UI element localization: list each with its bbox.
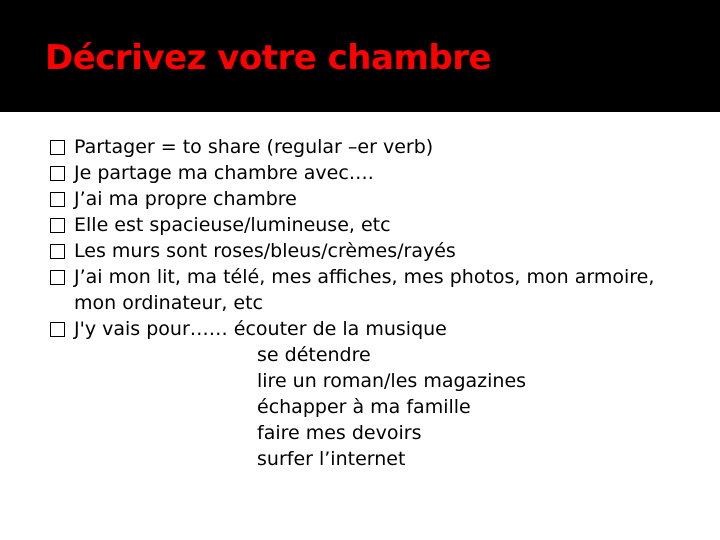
bullet-item (50, 238, 680, 264)
bullet-text: J’ai ma propre chambre (74, 188, 297, 210)
square-bullet-icon (50, 140, 65, 155)
bullet-text: Partager = to share (regular –er verb) (74, 136, 434, 158)
bullet-text: J’ai mon lit, ma télé, mes affiches, mes photos, mon armoire, mon ordinateur, etc (74, 266, 655, 314)
bullet-item (50, 134, 680, 160)
bullet-text: Je partage ma chambre avec…. (74, 162, 374, 184)
square-bullet-icon (50, 244, 65, 259)
slide-title: Décrivez votre chambre (45, 38, 492, 78)
activity-line: faire mes devoirs (257, 422, 422, 444)
bullet-text: J'y vais pour…… écouter de la musique (74, 318, 447, 340)
bullet-item (50, 264, 680, 316)
bullet-list (50, 134, 680, 472)
bullet-item (50, 316, 680, 472)
bullet-item (50, 160, 680, 186)
square-bullet-icon (50, 218, 65, 233)
bullet-item (50, 186, 680, 212)
activity-line: surfer l’internet (257, 448, 406, 470)
activity-line: lire un roman/les magazines (257, 370, 527, 392)
square-bullet-icon (50, 166, 65, 181)
activity-line: échapper à ma famille (257, 396, 471, 418)
title-band (0, 0, 720, 112)
activity-line: se détendre (257, 344, 371, 366)
bullet-item (50, 212, 680, 238)
bullet-text: Les murs sont roses/bleus/crèmes/rayés (74, 240, 456, 262)
square-bullet-icon (50, 192, 65, 207)
square-bullet-icon (50, 270, 65, 285)
square-bullet-icon (50, 322, 65, 337)
bullet-text: Elle est spacieuse/lumineuse, etc (74, 214, 391, 236)
